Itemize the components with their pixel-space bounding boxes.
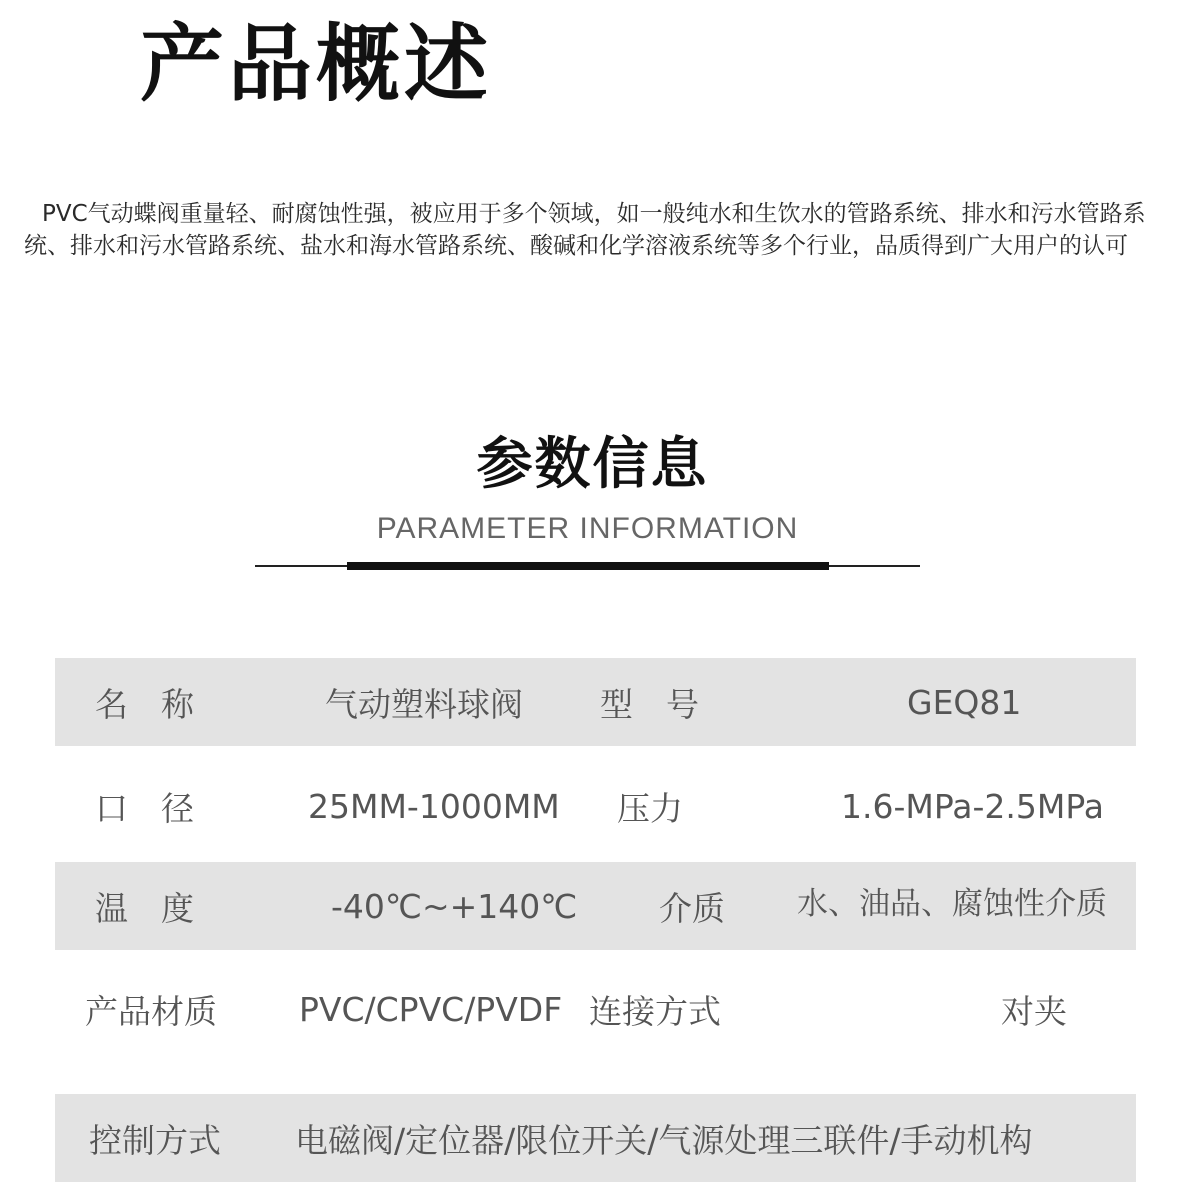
divider-thick <box>347 562 829 570</box>
row-label: 压力 <box>617 788 683 828</box>
row-label: 名 称 <box>95 684 194 724</box>
row-label: 型 号 <box>600 684 699 724</box>
overview-title: 产品概述 <box>140 15 493 113</box>
params-title: 参数信息 <box>476 432 709 497</box>
row-label: 温 度 <box>95 888 194 928</box>
overview-description: PVC气动蝶阀重量轻、耐腐蚀性强，被应用于多个领域，如一般纯水和生饮水的管路系统、排水和污水管路系统、排水和污水管路系统、盐水和海水管路系统、酸碱和化学溶液系统等多个行业，品质得到广大用户的认可 <box>24 201 1146 259</box>
row-label: 产品材质 <box>85 991 217 1031</box>
row-label: 连接方式 <box>589 991 721 1031</box>
row-value: 对夹 <box>1001 991 1067 1031</box>
table-row <box>55 965 1136 1053</box>
row-label: 口 径 <box>95 788 194 828</box>
row-value: PVC/CPVC/PVDF <box>299 989 563 1029</box>
table-row <box>55 658 1136 746</box>
row-label: 控制方式 <box>89 1120 221 1160</box>
params-subtitle: PARAMETER INFORMATION <box>376 512 799 545</box>
row-value: 气动塑料球阀 <box>325 684 523 724</box>
row-value: GEQ81 <box>907 682 1022 722</box>
row-label: 介质 <box>659 888 725 928</box>
row-value: 1.6-MPa-2.5MPa <box>841 786 1105 826</box>
row-value: 电磁阀/定位器/限位开关/气源处理三联件/手动机构 <box>295 1120 1033 1160</box>
table-row <box>55 762 1136 850</box>
table-row <box>55 1094 1136 1182</box>
row-value: -40℃~+140℃ <box>331 886 578 926</box>
table-row <box>55 862 1136 950</box>
row-value: 25MM-1000MM <box>308 786 560 826</box>
row-value: 水、油品、腐蚀性介质 <box>797 885 1107 922</box>
